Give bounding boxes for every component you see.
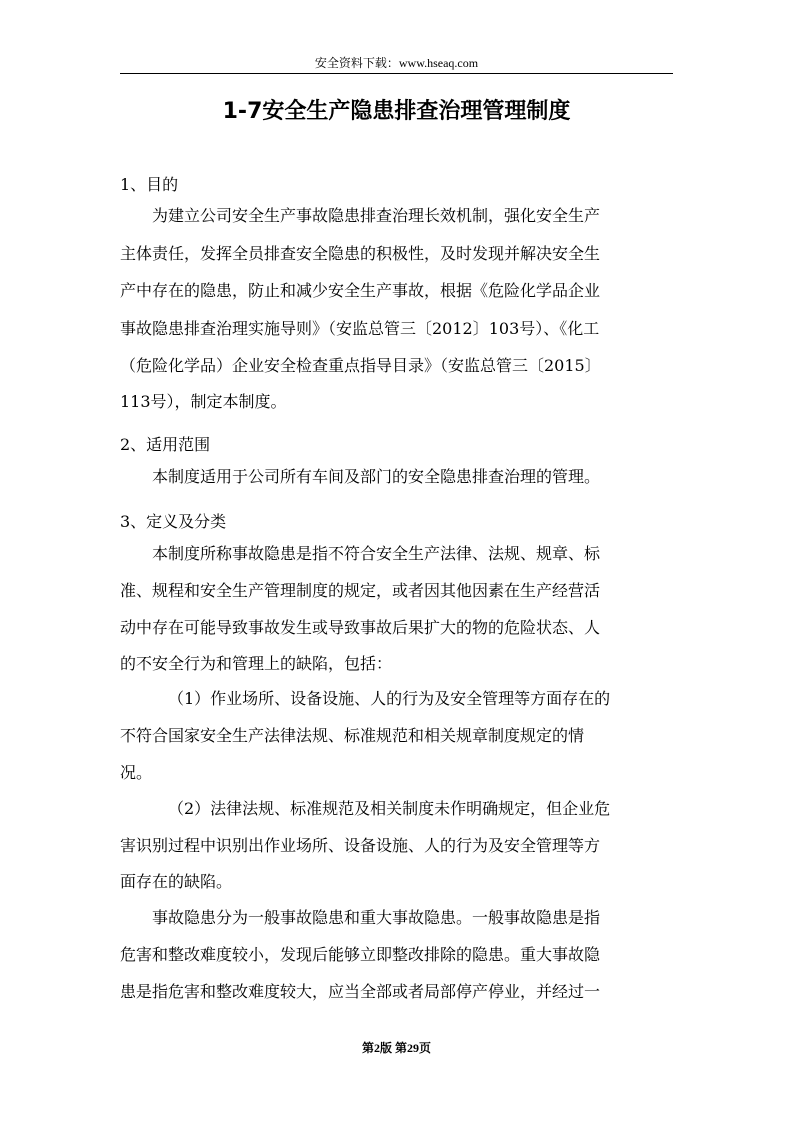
- paragraph-line: 面存在的缺陷。: [120, 872, 233, 891]
- paragraph-line: 事故隐患排查治理实施导则》（安监总管三〔2012〕103号）、《化工: [120, 319, 600, 338]
- document-title: 1-7安全生产隐患排查治理管理制度: [222, 99, 571, 124]
- section-heading-scope: 2、适用范围: [120, 435, 211, 454]
- paragraph-line: 不符合国家安全生产法律法规、标准规范和相关规章制度规定的情: [120, 726, 585, 745]
- paragraph-line: 动中存在可能导致事故发生或导致事故后果扩大的物的危险状态、人: [120, 618, 601, 637]
- header-divider: [120, 73, 673, 74]
- page-header: 安全资料下载：www.hseaq.com: [314, 56, 479, 70]
- paragraph-line: 本制度所称事故隐患是指不符合安全生产法律、法规、规章、标: [152, 544, 601, 563]
- paragraph-line: 况。: [120, 763, 153, 782]
- paragraph-line: （2）法律法规、标准规范及相关制度未作明确规定，但企业危: [168, 799, 611, 818]
- paragraph-line: 事故隐患分为一般事故隐患和重大事故隐患。一般事故隐患是指: [152, 908, 601, 927]
- paragraph-line: 主体责任，发挥全员排查安全隐患的积极性，及时发现并解决安全生: [120, 244, 601, 263]
- paragraph-line: 害识别过程中识别出作业场所、设备设施、人的行为及安全管理等方: [120, 836, 601, 855]
- paragraph-line: 113号），制定本制度。: [120, 392, 287, 411]
- paragraph-line: （危险化学品）企业安全检查重点指导目录》（安监总管三〔2015〕: [120, 356, 601, 375]
- paragraph-line: 的不安全行为和管理上的缺陷，包括：: [120, 654, 393, 673]
- section-heading-definitions: 3、定义及分类: [120, 512, 227, 531]
- page-footer: 第2版 第29页: [361, 1041, 431, 1055]
- paragraph-line: 本制度适用于公司所有车间及部门的安全隐患排查治理的管理。: [152, 467, 601, 486]
- paragraph-line: 患是指危害和整改难度较大，应当全部或者局部停产停业，并经过一: [120, 982, 601, 1001]
- section-heading-purpose: 1、目的: [120, 175, 179, 194]
- paragraph-line: （1）作业场所、设备设施、人的行为及安全管理等方面存在的: [168, 689, 611, 708]
- paragraph-line: 产中存在的隐患，防止和减少安全生产事故，根据《危险化学品企业: [120, 281, 601, 300]
- paragraph-line: 为建立公司安全生产事故隐患排查治理长效机制，强化安全生产: [152, 206, 601, 225]
- paragraph-line: 危害和整改难度较小，发现后能够立即整改排除的隐患。重大事故隐: [120, 945, 601, 964]
- paragraph-line: 准、规程和安全生产管理制度的规定，或者因其他因素在生产经营活: [120, 581, 601, 600]
